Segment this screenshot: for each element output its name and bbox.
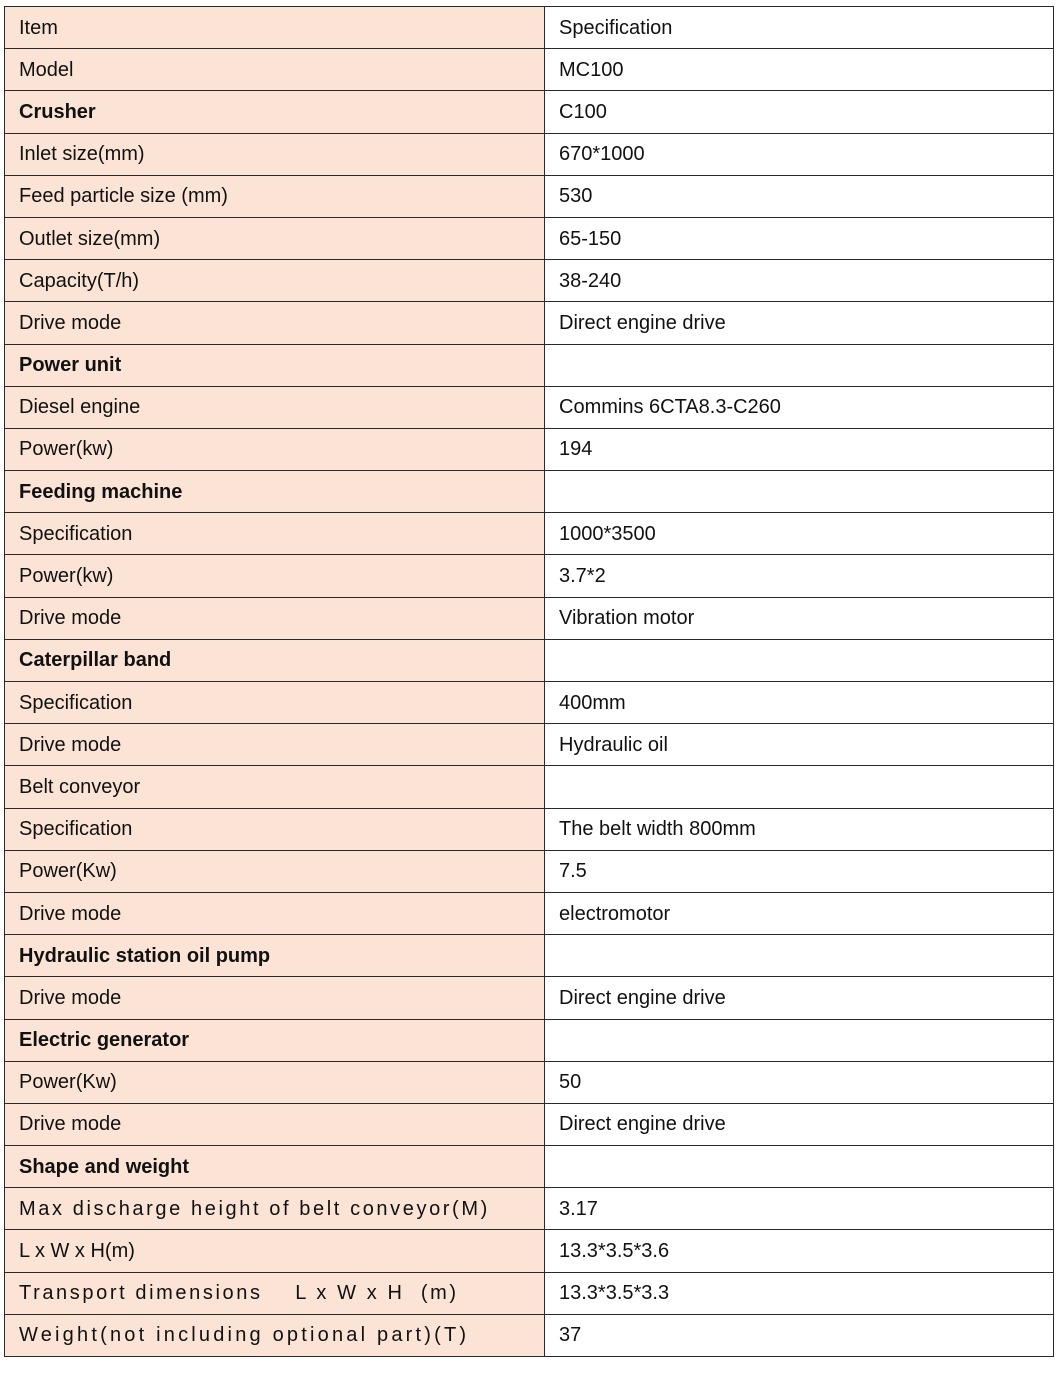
item-label: Specification — [5, 808, 545, 850]
item-label: Weight(not including optional part)(T) — [5, 1314, 545, 1356]
specification-table-body — [5, 7, 1054, 1357]
section-row — [5, 639, 1054, 681]
item-value: Direct engine drive — [545, 977, 1054, 1019]
table-header-row — [5, 7, 1054, 49]
section-title: Crusher — [5, 91, 545, 133]
item-label: Outlet size(mm) — [5, 217, 545, 259]
item-value: 3.7*2 — [545, 555, 1054, 597]
item-label: Power(Kw) — [5, 1061, 545, 1103]
item-label: Transport dimensions L x W x H (m) — [5, 1272, 545, 1314]
table-row — [5, 49, 1054, 91]
specification-table — [4, 6, 1054, 1357]
table-row — [5, 133, 1054, 175]
item-value: electromotor — [545, 892, 1054, 934]
table-row — [5, 724, 1054, 766]
item-value: 3.17 — [545, 1188, 1054, 1230]
item-label: Drive mode — [5, 597, 545, 639]
item-label: Drive mode — [5, 977, 545, 1019]
table-row — [5, 977, 1054, 1019]
table-row — [5, 850, 1054, 892]
item-value — [545, 471, 1054, 513]
table-row — [5, 302, 1054, 344]
table-row — [5, 386, 1054, 428]
item-value: Direct engine drive — [545, 302, 1054, 344]
item-value: Commins 6CTA8.3-C260 — [545, 386, 1054, 428]
section-title: Caterpillar band — [5, 639, 545, 681]
table-row — [5, 766, 1054, 808]
table-row — [5, 428, 1054, 470]
item-label: L x W x H(m) — [5, 1230, 545, 1272]
item-label: Drive mode — [5, 724, 545, 766]
item-value: Hydraulic oil — [545, 724, 1054, 766]
item-value: 13.3*3.5*3.6 — [545, 1230, 1054, 1272]
item-value: 7.5 — [545, 850, 1054, 892]
item-value: Vibration motor — [545, 597, 1054, 639]
item-label: Belt conveyor — [5, 766, 545, 808]
header-specification: Specification — [545, 7, 1054, 49]
table-row — [5, 513, 1054, 555]
item-label: Feed particle size (mm) — [5, 175, 545, 217]
section-row — [5, 91, 1054, 133]
item-value: 670*1000 — [545, 133, 1054, 175]
section-title: Power unit — [5, 344, 545, 386]
header-item: Item — [5, 7, 545, 49]
section-row — [5, 344, 1054, 386]
item-value: 1000*3500 — [545, 513, 1054, 555]
item-label: Specification — [5, 682, 545, 724]
table-row — [5, 1230, 1054, 1272]
item-label: Power(Kw) — [5, 850, 545, 892]
table-row — [5, 1314, 1054, 1356]
item-label: Power(kw) — [5, 555, 545, 597]
item-value: MC100 — [545, 49, 1054, 91]
section-title: Electric generator — [5, 1019, 545, 1061]
table-row — [5, 217, 1054, 259]
item-value: 530 — [545, 175, 1054, 217]
item-label: Model — [5, 49, 545, 91]
item-label: Drive mode — [5, 302, 545, 344]
item-value: The belt width 800mm — [545, 808, 1054, 850]
item-label: Diesel engine — [5, 386, 545, 428]
section-row — [5, 1146, 1054, 1188]
section-title: Shape and weight — [5, 1146, 545, 1188]
section-row — [5, 1019, 1054, 1061]
table-row — [5, 1188, 1054, 1230]
section-row — [5, 471, 1054, 513]
item-label: Power(kw) — [5, 428, 545, 470]
item-value — [545, 344, 1054, 386]
item-value: 194 — [545, 428, 1054, 470]
table-row — [5, 175, 1054, 217]
table-row — [5, 808, 1054, 850]
table-row — [5, 597, 1054, 639]
table-row — [5, 892, 1054, 934]
item-value — [545, 1019, 1054, 1061]
item-label: Capacity(T/h) — [5, 260, 545, 302]
item-value — [545, 766, 1054, 808]
item-label: Inlet size(mm) — [5, 133, 545, 175]
table-row — [5, 1061, 1054, 1103]
item-value — [545, 639, 1054, 681]
item-value: 13.3*3.5*3.3 — [545, 1272, 1054, 1314]
item-label: Drive mode — [5, 1103, 545, 1145]
table-row — [5, 260, 1054, 302]
item-value — [545, 935, 1054, 977]
section-row — [5, 935, 1054, 977]
table-row — [5, 1272, 1054, 1314]
item-label: Specification — [5, 513, 545, 555]
item-value: C100 — [545, 91, 1054, 133]
item-value: 37 — [545, 1314, 1054, 1356]
section-title: Hydraulic station oil pump — [5, 935, 545, 977]
item-value: 65-150 — [545, 217, 1054, 259]
item-label: Max discharge height of belt conveyor(M) — [5, 1188, 545, 1230]
item-value — [545, 1146, 1054, 1188]
section-title: Feeding machine — [5, 471, 545, 513]
table-row — [5, 682, 1054, 724]
item-label: Drive mode — [5, 892, 545, 934]
table-row — [5, 555, 1054, 597]
item-value: 400mm — [545, 682, 1054, 724]
item-value: 38-240 — [545, 260, 1054, 302]
item-value: Direct engine drive — [545, 1103, 1054, 1145]
item-value: 50 — [545, 1061, 1054, 1103]
table-row — [5, 1103, 1054, 1145]
